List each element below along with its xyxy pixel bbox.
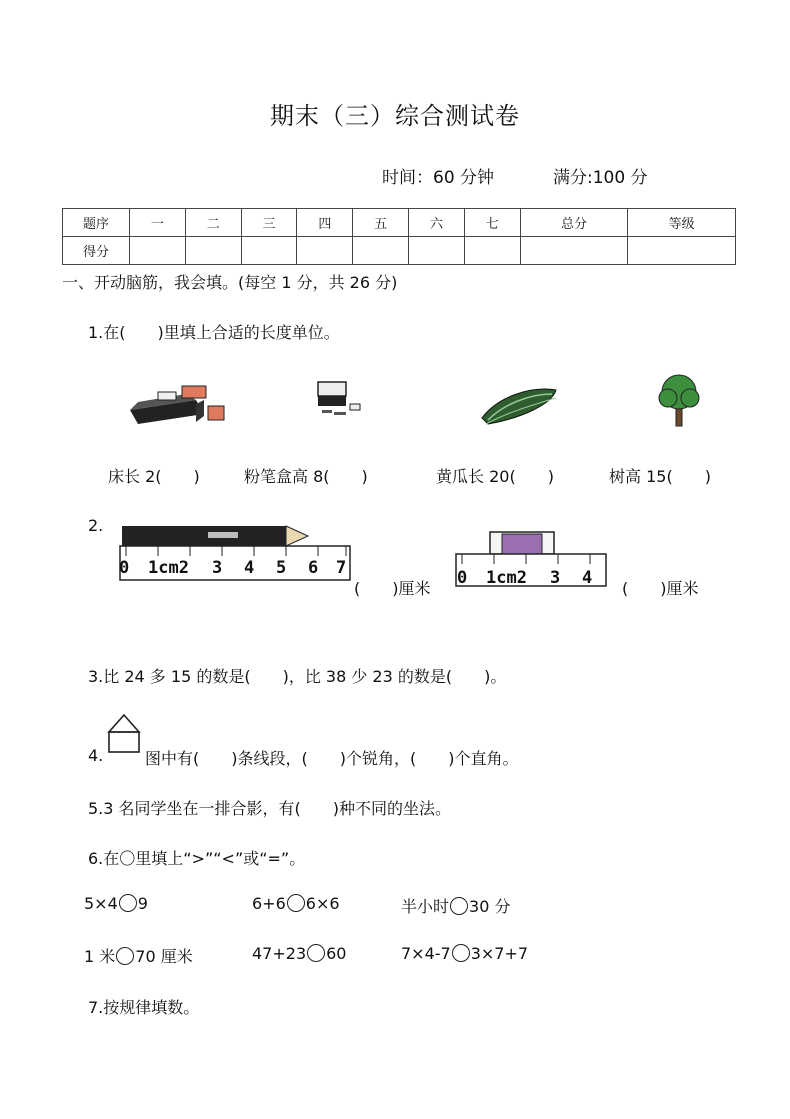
full-score: 满分:100 分: [553, 168, 648, 188]
compare-circle-input[interactable]: [307, 944, 325, 962]
table-cell: 题序: [63, 209, 130, 237]
table-cell: 等级: [628, 209, 736, 237]
compare-right: 6×6: [305, 894, 340, 913]
score-table-score-row: [63, 237, 736, 265]
score-entry-cell[interactable]: [130, 237, 186, 265]
cucumber-icon: [478, 382, 560, 428]
compare-right: 60: [326, 944, 347, 963]
table-cell: 总分: [520, 209, 628, 237]
compare-right: 70 厘米: [135, 947, 193, 966]
table-cell: 七: [464, 209, 520, 237]
table-cell: 四: [297, 209, 353, 237]
ruler-1-tick-label: 4: [244, 558, 255, 578]
score-entry-cell[interactable]: [353, 237, 409, 265]
compare-item: [401, 944, 528, 963]
table-cell: 五: [353, 209, 409, 237]
ruler-1-tick-label: 0: [119, 558, 130, 578]
compare-left: 6+6: [252, 894, 286, 913]
ruler-1-tick-label: 6: [308, 558, 319, 578]
q1-item-bed: 床长 2( ): [108, 467, 200, 486]
compare-circle-input[interactable]: [450, 897, 468, 915]
q2-blank-1: ( )厘米: [354, 579, 431, 598]
compare-left: 47+23: [252, 944, 307, 963]
compare-left: 半小时: [401, 897, 450, 916]
ruler-1-tick-label: 3: [212, 558, 223, 578]
question-5: 5.3 名同学坐在一排合影，有( )种不同的坐法。: [88, 799, 452, 818]
question-1: 1.在( )里填上合适的长度单位。: [88, 323, 340, 342]
ruler-2-tick-label: 0: [457, 568, 468, 588]
compare-item: [84, 944, 193, 967]
ruler-1-tick-label: 1cm2: [148, 558, 189, 578]
question-4-number: 4.: [88, 746, 104, 765]
house-shape-figure: [106, 712, 142, 760]
compare-left: 5×4: [84, 894, 118, 913]
q1-item-cucumber: 黄瓜长 20( ): [436, 467, 554, 486]
ruler-1-tick-label: 5: [276, 558, 287, 578]
compare-right: 30 分: [469, 897, 511, 916]
q2-blank-2: ( )厘米: [622, 579, 699, 598]
score-entry-cell[interactable]: [409, 237, 465, 265]
compare-left: 1 米: [84, 947, 116, 966]
tree-icon: [656, 372, 702, 428]
compare-circle-input[interactable]: [119, 894, 137, 912]
question-3: 3.比 24 多 15 的数是( )，比 38 少 23 的数是( )。: [88, 667, 507, 686]
compare-circle-input[interactable]: [116, 947, 134, 965]
score-entry-cell[interactable]: [464, 237, 520, 265]
table-cell: 六: [409, 209, 465, 237]
table-cell: 一: [130, 209, 186, 237]
q1-item-tree: 树高 15( ): [609, 467, 711, 486]
compare-item: [84, 894, 148, 913]
q1-item-chalk-box: 粉笔盒高 8( ): [244, 467, 368, 486]
question-7: 7.按规律填数。: [88, 998, 200, 1017]
score-table-header-row: [63, 209, 736, 237]
score-entry-cell[interactable]: [185, 237, 241, 265]
compare-circle-input[interactable]: [452, 944, 470, 962]
ruler-2-tick-label: 4: [582, 568, 593, 588]
compare-right: 3×7+7: [470, 944, 529, 963]
score-entry-cell[interactable]: [297, 237, 353, 265]
table-cell: 得分: [63, 237, 130, 265]
table-cell: 三: [241, 209, 297, 237]
compare-item: [252, 944, 346, 963]
score-entry-cell[interactable]: [628, 237, 736, 265]
score-entry-cell[interactable]: [241, 237, 297, 265]
compare-left: 7×4-7: [401, 944, 451, 963]
score-entry-cell[interactable]: [520, 237, 628, 265]
section-heading: 一、开动脑筋，我会填。(每空 1 分，共 26 分): [62, 273, 398, 292]
bed-icon: [126, 380, 230, 426]
ruler-2-tick-label: 1cm2: [486, 568, 527, 588]
compare-item: [401, 894, 510, 917]
page-title: 期末（三）综合测试卷: [270, 102, 520, 130]
score-table: [62, 208, 736, 265]
question-2-number: 2.: [88, 516, 104, 535]
table-cell: 二: [185, 209, 241, 237]
question-4-text: 图中有( )条线段，( )个锐角，( )个直角。: [145, 749, 519, 768]
question-6: 6.在〇里填上“>”“<”或“=”。: [88, 849, 306, 868]
ruler-1-tick-label: 7: [336, 558, 347, 578]
chalk-box-icon: [312, 380, 362, 420]
compare-item: [252, 894, 340, 913]
time-limit: 时间：60 分钟: [382, 168, 495, 188]
ruler-2-tick-label: 3: [550, 568, 561, 588]
compare-circle-input[interactable]: [287, 894, 305, 912]
compare-right: 9: [137, 894, 148, 913]
